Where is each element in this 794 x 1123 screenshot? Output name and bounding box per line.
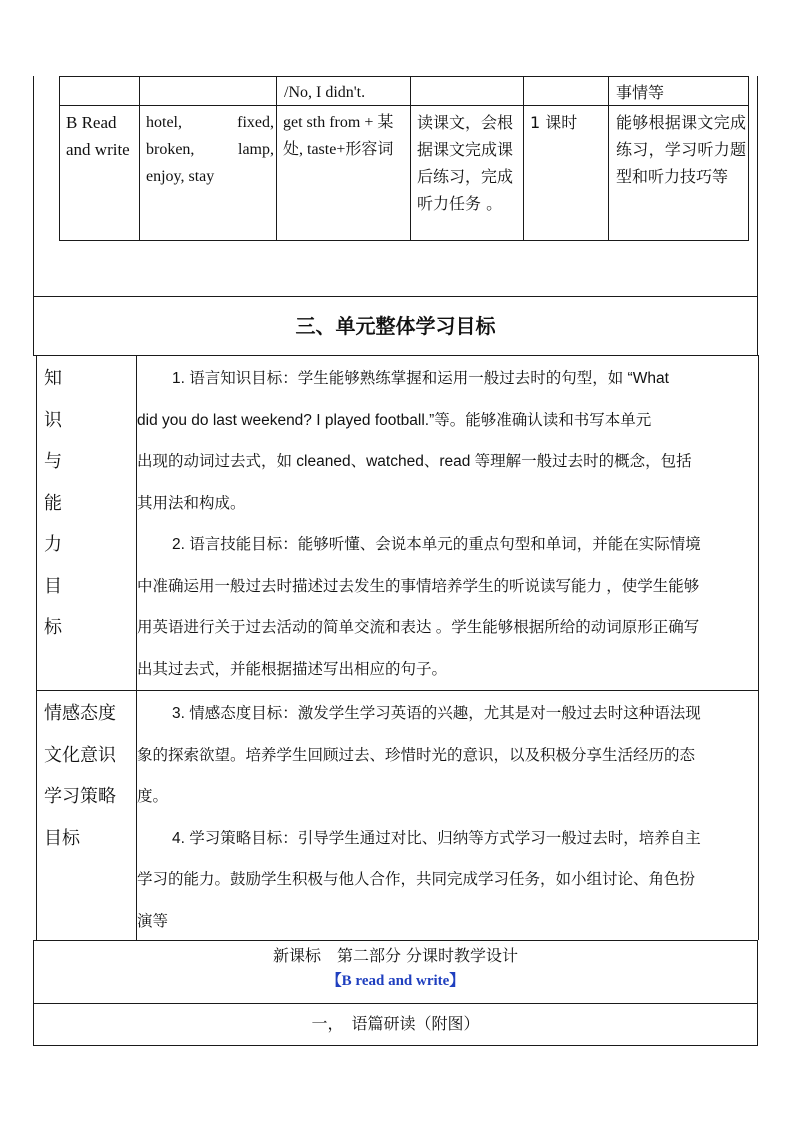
grid-line	[276, 76, 277, 241]
grid-line	[59, 76, 749, 77]
text-line: 2. 语言技能目标：能够听懂、会说本单元的重点句型和单词，并能在实际情境	[172, 536, 701, 553]
row-words: hotel, fixed, broken, lamp, enjoy, stay	[146, 114, 274, 185]
row-section-name: B Read and write	[66, 113, 130, 159]
knowledge-label: 知识与能力目标	[44, 368, 62, 638]
table-border	[36, 355, 37, 940]
table-border	[758, 355, 759, 940]
row-goals: 能够根据课文完成练习，学习听力题型和听力技巧等	[616, 113, 746, 186]
text-line: 出现的动词过去式，如 cleaned、watched、read 等理解一般过去时的概念，包括	[137, 453, 692, 470]
prev-row-goal: 事情等	[616, 83, 665, 102]
label-line: 目标	[44, 827, 80, 849]
table-border	[36, 690, 759, 691]
grid-line	[410, 76, 411, 241]
label-line: 文化意识	[44, 744, 116, 766]
text-line: 用英语进行关于过去活动的简单交流和表达 。学生能够根据所给的动词原形正确写	[137, 619, 700, 636]
row-activities: 读课文，会根据课文完成课后练习，完成听力任务 。	[417, 113, 514, 213]
prev-row-sentence: /No, I didn't.	[284, 84, 366, 101]
text-line: 度。	[137, 788, 169, 805]
text-line: did you do last weekend? I played football.”等。能够准确认读和书写本单元	[137, 411, 652, 429]
unit-goals-heading: 三、单元整体学习目标	[295, 314, 496, 338]
table-border	[33, 355, 758, 356]
label-line: 学习策略	[44, 786, 116, 807]
text-line: 演等	[137, 912, 169, 930]
part-two-subtitle: 【B read and write】	[326, 973, 465, 989]
row-period: 1 课时	[530, 113, 578, 132]
table-border	[33, 296, 758, 297]
text-line: 学习的能力。鼓励学生积极与他人合作，共同完成学习任务，如小组讨论、角色扮	[137, 871, 696, 888]
label-line: 情感态度	[44, 703, 116, 724]
text-line: 出其过去式，并能根据描述写出相应的句子。	[137, 660, 448, 678]
grid-line	[59, 240, 749, 241]
grid-line	[523, 76, 524, 241]
grid-line	[748, 76, 749, 241]
text-line: 象的探索欲望。培养学生回顾过去、珍惜时光的意识，以及积极分享生活经历的态	[137, 746, 696, 764]
text-line: 1. 语言知识目标：学生能够熟练掌握和运用一般过去时的句型，如 “What	[172, 370, 669, 387]
text-line: 3. 情感态度目标：激发学生学习英语的兴趣，尤其是对一般过去时这种语法现	[172, 705, 701, 722]
text-line: 其用法和构成。	[137, 494, 246, 512]
grid-line	[139, 76, 140, 241]
text-analysis-heading: 一， 语篇研读（附图）	[311, 1014, 480, 1033]
table-border	[33, 1045, 758, 1046]
table-border	[33, 940, 758, 941]
text-line: 4. 学习策略目标：引导学生通过对比、归纳等方式学习一般过去时，培养自主	[172, 829, 701, 847]
grid-line	[59, 76, 60, 241]
part-two-title: 新课标 第二部分 分课时教学设计	[272, 946, 519, 965]
grid-line	[608, 76, 609, 241]
table-border	[33, 1003, 758, 1004]
text-line: 中准确运用一般过去时描述过去发生的事情培养学生的听说读写能力 ，使学生能够	[137, 577, 700, 595]
row-sentences: get sth from + 某处, taste+形容词	[283, 114, 394, 158]
